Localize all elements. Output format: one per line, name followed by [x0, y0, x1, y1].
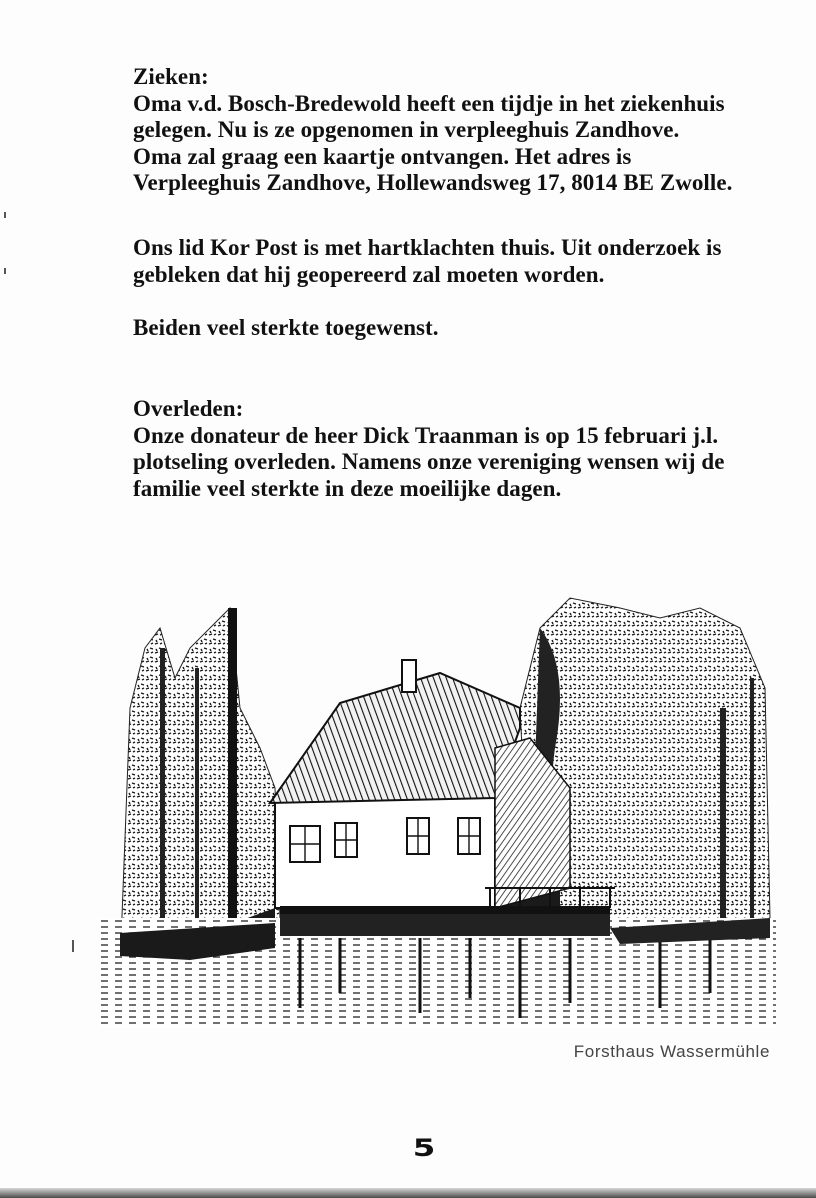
water-reflection: [100, 914, 776, 1028]
overleden-line: Onze donateur de heer Dick Traanman is op 15 februari j.l.: [133, 422, 719, 448]
house-sketch-illustration: [100, 588, 776, 1038]
scan-mark: [4, 268, 6, 274]
page-number: 5: [412, 1134, 436, 1162]
zieken-line: Verpleeghuis Zandhove, Hollewandsweg 17, 8014 BE Zwolle.: [133, 170, 733, 195]
zieken-section: [133, 64, 793, 197]
overleden-heading: Overleden:: [133, 396, 244, 421]
overleden-section: [133, 396, 793, 502]
zieken-line: Oma v.d. Bosch-Bredewold heeft een tijdje in het ziekenhuis: [133, 90, 725, 116]
kor-post-paragraph: [133, 235, 793, 288]
overleden-line: familie veel sterkte in deze moeilijke dagen.: [133, 475, 562, 501]
paragraph-line: Ons lid Kor Post is met hartklachten thuis. Uit onderzoek is: [133, 235, 722, 260]
illustration-caption: Forsthaus Wassermühle: [573, 1042, 770, 1061]
overleden-line: plotseling overleden. Namens onze vereniging wensen wij de: [133, 449, 725, 474]
scan-mark: [4, 212, 6, 218]
scan-mark: [72, 940, 74, 952]
zieken-line: Oma zal graag een kaartje ontvangen. Het adres is: [133, 143, 632, 169]
zieken-heading: Zieken:: [133, 64, 209, 89]
page-edge: [0, 1188, 816, 1198]
zieken-line: gelegen. Nu is ze opgenomen in verpleeghuis Zandhove.: [133, 117, 680, 142]
paragraph-line: gebleken dat hij geopereerd zal moeten worden.: [133, 261, 605, 287]
wishes-paragraph: [133, 315, 793, 342]
paragraph-line: Beiden veel sterkte toegewenst.: [133, 315, 439, 340]
